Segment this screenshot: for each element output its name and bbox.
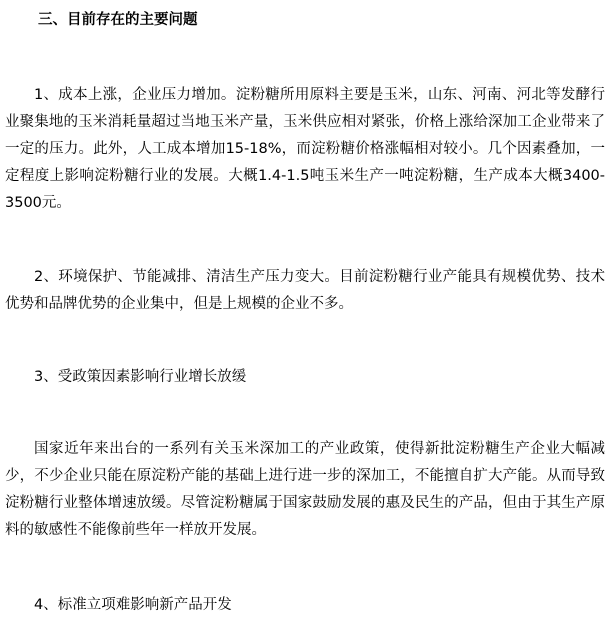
paragraph-environment: 2、环境保护、节能减排、清洁生产压力变大。目前淀粉糖行业产能具有规模优势、技术优势和品牌优势的企业集中，但是上规模的企业不多。 (5, 269, 605, 312)
paragraph-standards: 4、标准立项难影响新产品开发 (34, 597, 232, 613)
paragraph-cost-rise: 1、成本上涨，企业压力增加。淀粉糖所用原料主要是玉米，山东、河南、河北等发酵行业聚集地的玉米消耗量超过当地玉米产量，玉米供应相对紧张，价格上涨给深加工企业带来了一定的压力。此外，人工成本增加15-18%，而淀粉糖价格涨幅相对较小。几个因素叠加，一定程度上影响淀粉糖行业的发展。大概1.4-1.5吨玉米生产一吨淀粉糖，生产成本大概3400-3500元。 (5, 87, 605, 211)
paragraph-policy-heading: 3、受政策因素影响行业增长放缓 (34, 369, 247, 385)
section-heading: 三、目前存在的主要问题 (38, 12, 198, 28)
paragraph-policy-detail: 国家近年来出台的一系列有关玉米深加工的产业政策，使得新批淀粉糖生产企业大幅减少，不少企业只能在原淀粉产能的基础上进行进一步的深加工，不能擅自扩大产能。从而导致淀粉糖行业整体增速放缓。尽管淀粉糖属于国家鼓励发展的惠及民生的产品，但由于其生产原料的敏感性不能像前些年一样放开发展。 (5, 441, 605, 538)
